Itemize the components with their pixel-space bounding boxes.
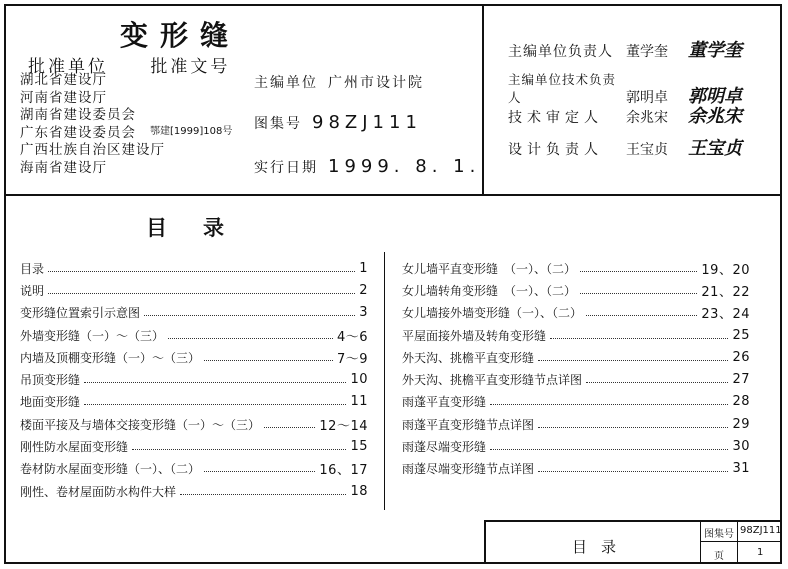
toc-entry[interactable]	[402, 257, 750, 279]
footer-mid-line	[700, 541, 782, 542]
chief-unit-value: 广州市设计院	[328, 75, 424, 91]
toc-entry[interactable]	[402, 346, 750, 368]
toc-page: 16、17	[319, 463, 368, 479]
header-divider	[4, 194, 782, 196]
toc-label: 楼面平接及与墙体交接变形缝（一）～（三）	[20, 417, 261, 432]
footer-cell-divider	[700, 520, 701, 564]
toc-entry[interactable]	[20, 458, 368, 480]
toc-label: 内墙及顶棚变形缝（一）～（三）	[20, 350, 201, 365]
toc-entry[interactable]	[20, 480, 368, 502]
toc-page: 3	[359, 305, 368, 321]
leader-dots	[586, 382, 728, 383]
atlas-title: 变形缝	[120, 19, 241, 52]
leader-dots	[84, 382, 346, 383]
effective-date-line	[254, 156, 480, 177]
toc-label: 外天沟、挑檐平直变形缝节点详图	[402, 373, 583, 388]
approval-doc-label: 批准文号	[150, 57, 231, 77]
signature: 郭明卓	[688, 86, 742, 107]
toc-label: 雨蓬尽端变形缝节点详图	[402, 462, 535, 477]
leader-dots	[538, 471, 728, 472]
toc-page: 4～6	[336, 329, 368, 345]
toc-page: 15	[350, 439, 368, 455]
responsible-name: 董学奎	[626, 44, 668, 60]
toc-label: 卷材防水屋面变形缝（一）、（二）	[20, 462, 201, 477]
footer-cell-divider	[737, 520, 738, 564]
leader-dots	[550, 338, 728, 339]
chief-unit-line	[254, 72, 424, 92]
leader-dots	[586, 315, 697, 316]
approval-unit: 河南省建设厅	[20, 89, 107, 106]
toc-column-divider	[384, 252, 385, 510]
toc-entry[interactable]	[20, 302, 368, 324]
leader-dots	[132, 449, 346, 450]
toc-label: 平屋面接外墙及转角变形缝	[402, 328, 547, 343]
responsible-row	[508, 134, 742, 160]
toc-page: 30	[732, 439, 750, 455]
responsible-role: 技术审定人	[508, 110, 603, 126]
footer-page-label: 页	[714, 551, 724, 562]
atlas-number-line	[254, 112, 422, 133]
toc-page: 11	[350, 394, 368, 410]
toc-label: 吊顶变形缝	[20, 373, 81, 388]
toc-entry[interactable]	[20, 257, 368, 279]
toc-page: 26	[732, 349, 750, 365]
toc-entry[interactable]	[20, 346, 368, 368]
effective-date-label: 实行日期	[254, 160, 318, 176]
atlas-number-label: 图集号	[254, 116, 302, 132]
toc-label: 变形缝位置索引示意图	[20, 306, 141, 321]
toc-entry[interactable]	[402, 435, 750, 457]
responsible-name: 郭明卓	[626, 90, 668, 106]
toc-label: 说明	[20, 283, 45, 298]
footer-left-line	[484, 520, 486, 564]
toc-entry[interactable]	[20, 368, 368, 390]
toc-page: 2	[359, 282, 368, 298]
toc-page: 7～9	[336, 351, 368, 367]
toc-label: 地面变形缝	[20, 395, 81, 410]
footer-title: 目录	[572, 538, 631, 556]
responsible-role: 主编单位技术负责人	[508, 72, 617, 105]
approval-unit: 湖南省建设委员会	[20, 107, 136, 123]
toc-label: 女儿墙转角变形缝 （一）、（二）	[402, 283, 577, 298]
footer-page-value: 1	[757, 547, 764, 558]
toc-page: 27	[732, 372, 750, 388]
toc-page: 31	[732, 461, 750, 477]
approval-unit: 广西壮族自治区建设厅	[20, 142, 165, 158]
leader-dots	[204, 471, 315, 472]
leader-dots	[538, 427, 728, 428]
contents-heading: 目录	[146, 216, 260, 240]
toc-page: 1	[359, 260, 368, 276]
toc-label: 外墙变形缝（一）～（三）	[20, 328, 165, 343]
toc-entry[interactable]	[402, 391, 750, 413]
toc-page: 21、22	[701, 284, 750, 300]
chief-unit-label: 主编单位	[254, 75, 318, 91]
toc-label: 女儿墙平直变形缝 （一）、（二）	[402, 261, 577, 276]
toc-page: 29	[732, 416, 750, 432]
leader-dots	[48, 271, 355, 272]
signature: 董学奎	[688, 40, 742, 61]
toc-page: 12～14	[319, 418, 368, 434]
toc-left-column	[20, 257, 368, 502]
approval-unit-label: 批准单位	[28, 57, 108, 77]
toc-page: 28	[732, 394, 750, 410]
leader-dots	[204, 360, 333, 361]
toc-entry[interactable]	[402, 368, 750, 390]
leader-dots	[490, 449, 728, 450]
signature: 王宝贞	[688, 138, 742, 159]
leader-dots	[538, 360, 728, 361]
toc-entry[interactable]	[402, 279, 750, 301]
toc-entry[interactable]	[402, 324, 750, 346]
footer-atlas-label: 图集号	[704, 529, 734, 540]
responsible-name: 余兆宋	[626, 110, 668, 126]
approval-unit: 广东省建设委员会	[20, 124, 136, 141]
toc-entry[interactable]	[20, 391, 368, 413]
approval-doc-number: 鄂建[1999]108号	[150, 126, 233, 137]
toc-page: 25	[732, 327, 750, 343]
toc-label: 女儿墙接外墙变形缝（一）、（二）	[402, 306, 583, 321]
toc-right-column	[402, 257, 750, 480]
signature: 余兆宋	[688, 106, 742, 127]
toc-label: 刚性防水屋面变形缝	[20, 440, 129, 455]
toc-label: 目录	[20, 261, 45, 276]
toc-entry[interactable]	[402, 413, 750, 435]
toc-entry[interactable]	[20, 435, 368, 457]
leader-dots	[580, 271, 697, 272]
toc-label: 雨蓬平直变形缝	[402, 395, 487, 410]
toc-entry[interactable]	[402, 458, 750, 480]
toc-page: 19、20	[701, 262, 750, 278]
leader-dots	[48, 293, 355, 294]
toc-page: 23、24	[701, 307, 750, 323]
approval-unit-list	[20, 72, 165, 177]
leader-dots	[180, 494, 346, 495]
responsible-row	[508, 36, 742, 62]
toc-label: 外天沟、挑檐平直变形缝	[402, 350, 535, 365]
responsible-role: 设计负责人	[508, 142, 603, 158]
toc-entry[interactable]	[402, 302, 750, 324]
toc-entry[interactable]	[20, 413, 368, 435]
leader-dots	[144, 315, 355, 316]
leader-dots	[264, 427, 315, 428]
approval-unit: 湖北省建设厅	[20, 72, 107, 88]
toc-label: 刚性、卷材屋面防水构件大样	[20, 484, 177, 499]
toc-page: 18	[350, 483, 368, 499]
responsible-role: 主编单位负责人	[508, 44, 613, 60]
toc-label: 雨蓬尽端变形缝	[402, 440, 487, 455]
approval-unit: 海南省建设厅	[20, 159, 107, 176]
leader-dots	[84, 404, 346, 405]
leader-dots	[580, 293, 697, 294]
responsible-divider	[482, 4, 484, 194]
responsible-name: 王宝贞	[626, 142, 668, 158]
atlas-number-value: 98ZJ111	[312, 112, 422, 133]
toc-entry[interactable]	[20, 279, 368, 301]
effective-date-value: 1999. 8. 1.	[328, 156, 481, 177]
leader-dots	[490, 404, 728, 405]
footer-atlas-value: 98ZJ111	[740, 525, 782, 536]
responsible-row	[508, 102, 742, 128]
toc-page: 10	[350, 372, 368, 388]
toc-entry[interactable]	[20, 324, 368, 346]
leader-dots	[168, 338, 333, 339]
toc-label: 雨蓬平直变形缝节点详图	[402, 417, 535, 432]
